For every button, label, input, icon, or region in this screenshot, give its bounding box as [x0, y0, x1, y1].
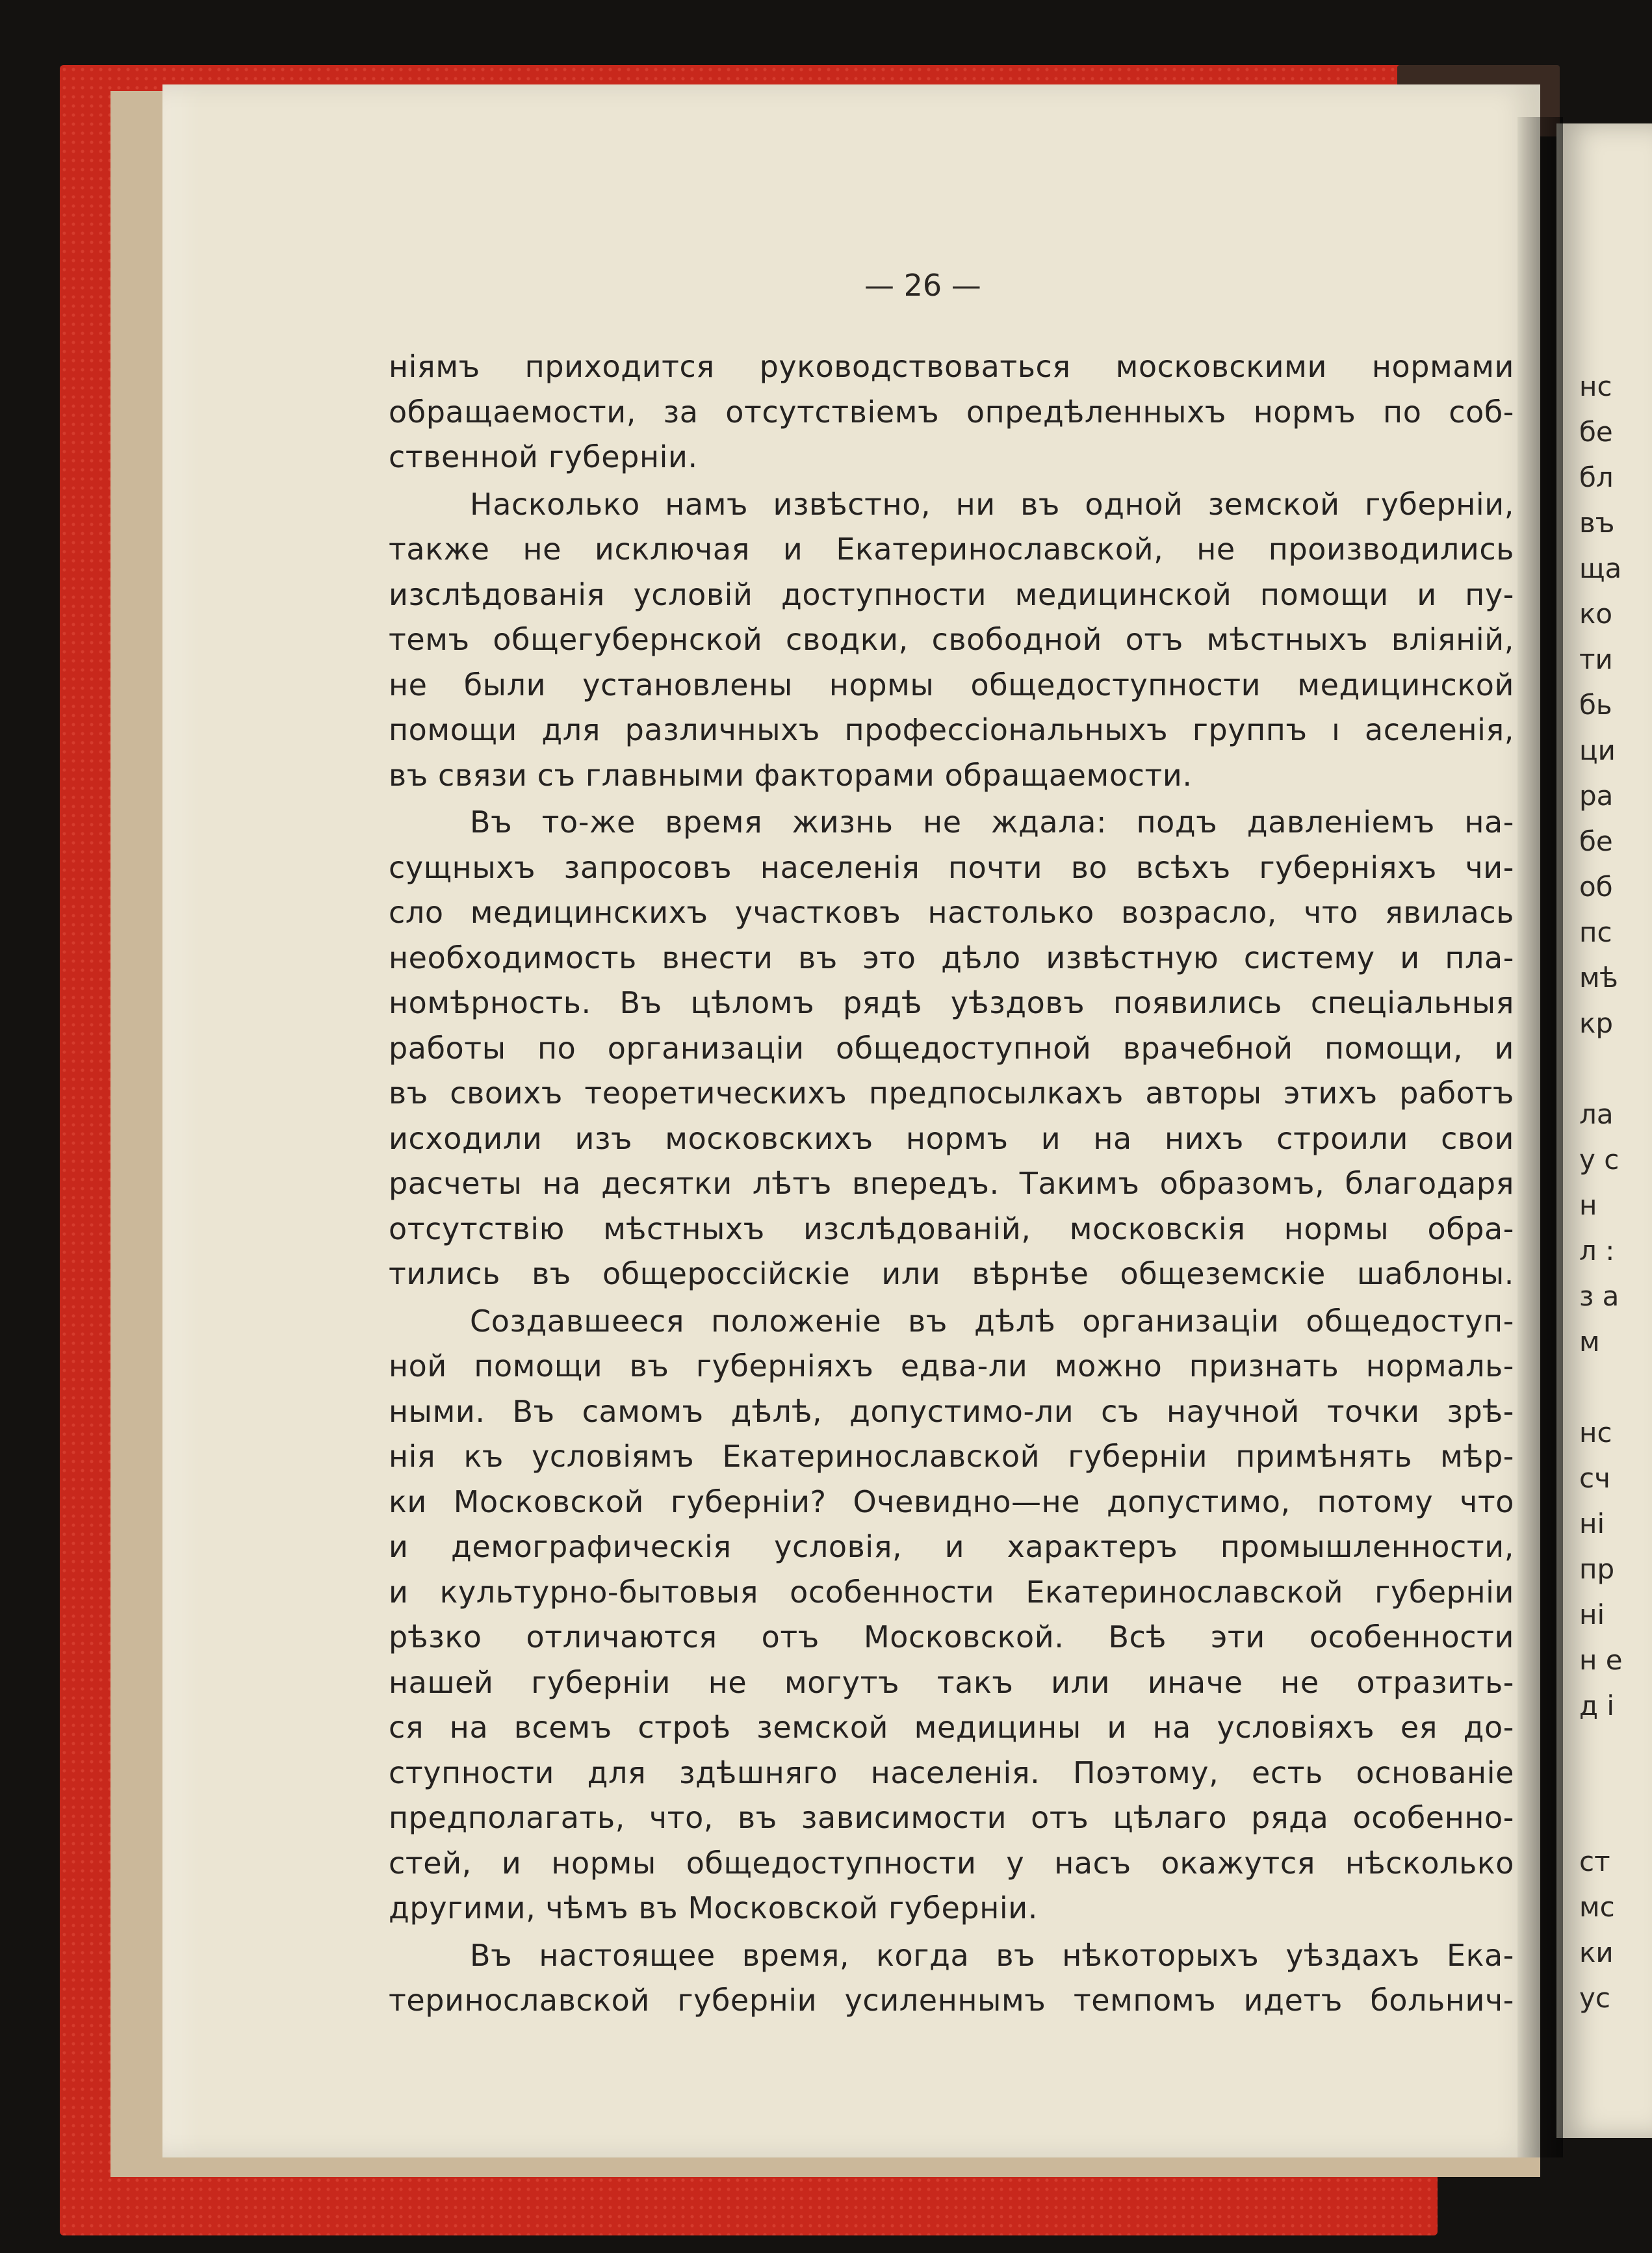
facing-fragment: мс	[1579, 1891, 1615, 1923]
text-line: ступности для здѣшняго населенія. Поэтому, есть основаніе	[389, 1755, 1514, 1790]
text-line: отсутствію мѣстныхъ изслѣдованій, московскія нормы обра-	[389, 1211, 1514, 1246]
text-line: предполагать, что, въ зависимости отъ цѣлаго ряда особенно-	[389, 1800, 1514, 1835]
facing-fragment: бь	[1579, 689, 1612, 721]
facing-fragment: н е	[1579, 1644, 1623, 1676]
facing-fragment: бе	[1579, 825, 1613, 857]
facing-fragment: нс	[1579, 1417, 1612, 1448]
paragraph	[389, 1933, 1514, 2024]
facing-fragment: л :	[1579, 1235, 1615, 1267]
body-text	[389, 344, 1514, 2024]
facing-fragment: ла	[1579, 1098, 1614, 1130]
facing-fragment: у с	[1579, 1144, 1620, 1176]
text-line: темъ общегубернской сводки, свободной отъ мѣстныхъ вліяній,	[389, 622, 1514, 657]
paragraph	[389, 800, 1514, 1297]
text-line: нія къ условіямъ Екатеринославской губерніи примѣнять мѣр-	[389, 1439, 1514, 1474]
page-number: — 26 —	[864, 268, 981, 303]
facing-fragment: м	[1579, 1326, 1600, 1358]
paragraph	[389, 482, 1514, 799]
text-line: и культурно-бытовыя особенности Екатеринославской губерніи	[389, 1574, 1514, 1610]
facing-fragment: ра	[1579, 780, 1614, 812]
facing-fragment: пс	[1579, 916, 1612, 948]
facing-fragment: нс	[1579, 370, 1612, 402]
facing-fragment: бл	[1579, 461, 1614, 493]
text-line: Въ то-же время жизнь не ждала: подъ давленіемъ на-	[470, 805, 1514, 840]
facing-fragment: д і	[1579, 1690, 1615, 1721]
text-line: сущныхъ запросовъ населенія почти во всѣхъ губерніяхъ чи-	[389, 849, 1514, 885]
facing-fragment: ні	[1579, 1508, 1605, 1539]
facing-fragment: въ	[1579, 507, 1615, 539]
text-line: въ своихъ теоретическихъ предпосылкахъ авторы этихъ работъ	[389, 1075, 1514, 1111]
text-line: Насколько намъ извѣстно, ни въ одной земской губерніи,	[470, 486, 1514, 522]
facing-fragment: сч	[1579, 1462, 1610, 1494]
facing-fragment: кр	[1579, 1007, 1614, 1039]
facing-fragment: ко	[1579, 598, 1613, 630]
text-line: другими, чѣмъ въ Московской губерніи.	[389, 1890, 1039, 1925]
text-line: исходили изъ московскихъ нормъ и на нихъ строили свои	[389, 1120, 1514, 1156]
text-line: изслѣдованія условій доступности медицинской помощи и пу-	[389, 576, 1514, 612]
text-line: расчеты на десятки лѣтъ впередъ. Такимъ образомъ, благодаря	[389, 1166, 1514, 1201]
text-line: ніямъ приходится руководствоваться московскими нормами	[389, 349, 1514, 384]
text-line: обращаемости, за отсутствіемъ опредѣленныхъ нормъ по соб-	[389, 394, 1514, 430]
text-line: также не исключая и Екатеринославской, не производились	[389, 532, 1514, 567]
facing-fragment: бе	[1579, 416, 1613, 448]
text-line: рѣзко отличаются отъ Московской. Всѣ эти особенности	[389, 1619, 1514, 1654]
facing-fragment: ща	[1579, 552, 1622, 584]
text-line: и демографическія условія, и характеръ промышленности,	[389, 1529, 1514, 1564]
facing-fragment: пр	[1579, 1553, 1615, 1585]
text-line: необходимость внести въ это дѣло извѣстную систему и пла-	[389, 940, 1514, 975]
facing-fragment: з а	[1579, 1280, 1620, 1312]
text-line: ными. Въ самомъ дѣлѣ, допустимо-ли съ научной точки зрѣ-	[389, 1393, 1514, 1429]
text-line: стей, и нормы общедоступности у насъ окажутся нѣсколько	[389, 1845, 1514, 1881]
text-line: сло медицинскихъ участковъ настолько возрасло, что явилась	[389, 895, 1514, 930]
text-line: тились въ общероссійскіе или вѣрнѣе общеземскіе шаблоны.	[389, 1256, 1514, 1291]
text-line: ственной губерніи.	[389, 439, 698, 474]
paragraph	[389, 344, 1514, 480]
facing-fragment: ти	[1579, 643, 1613, 675]
facing-fragment: ци	[1579, 734, 1616, 766]
facing-fragment: н	[1579, 1189, 1597, 1221]
text-line: Въ настоящее время, когда въ нѣкоторыхъ уѣздахъ Ека-	[470, 1937, 1514, 1973]
text-line: ся на всемъ строѣ земской медицины и на условіяхъ ея до-	[389, 1710, 1514, 1745]
text-line: ной помощи въ губерніяхъ едва-ли можно признать нормаль-	[389, 1348, 1514, 1384]
paragraph	[389, 1299, 1514, 1931]
text-line: Создавшееся положеніе въ дѣлѣ организаціи общедоступ-	[470, 1303, 1514, 1339]
facing-fragment: ст	[1579, 1846, 1610, 1877]
text-line: нашей губерніи не могутъ такъ или иначе не отразить-	[389, 1664, 1514, 1700]
text-line: теринославской губерніи усиленнымъ темпомъ идетъ больнич-	[389, 1983, 1514, 2018]
text-line: въ связи съ главными факторами обращаемости.	[389, 757, 1193, 793]
facing-fragment: ус	[1579, 1982, 1610, 2014]
text-line: ки Московской губерніи? Очевидно—не допустимо, потому что	[389, 1484, 1514, 1519]
facing-fragment: мѣ	[1579, 962, 1618, 994]
text-line: не были установлены нормы общедоступности медицинской	[389, 667, 1514, 702]
spine-shadow	[1517, 117, 1563, 2157]
text-line: работы по организаціи общедоступной врачебной помощи, и	[389, 1030, 1514, 1066]
text-line: номѣрность. Въ цѣломъ рядѣ уѣздовъ появились спеціальныя	[389, 985, 1514, 1020]
text-line: помощи для различныхъ профессіональныхъ группъ ı аселенія,	[389, 712, 1514, 747]
facing-fragment: ні	[1579, 1599, 1605, 1630]
facing-fragment: ки	[1579, 1937, 1614, 1968]
facing-fragment: об	[1579, 871, 1613, 903]
